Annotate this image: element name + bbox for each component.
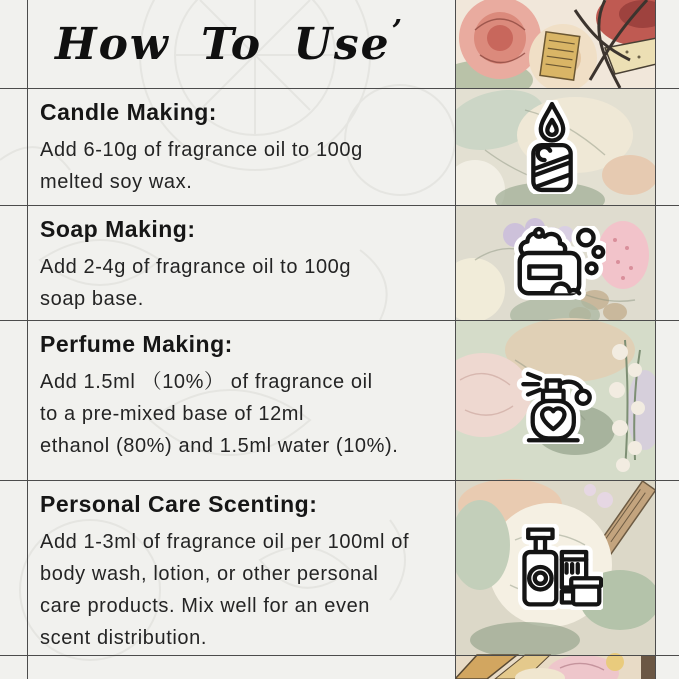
section-body-line: Add 2-4g of fragrance oil to 100g — [40, 256, 352, 278]
section-body-line: Add 6-10g of fragrance oil to 100g — [40, 139, 363, 161]
section-body-line: to a pre-mixed base of 12ml — [40, 403, 305, 425]
left-margin-rule — [27, 0, 28, 679]
section-heading: Soap Making: — [40, 216, 196, 242]
section-candle-making — [40, 88, 445, 198]
section-body-line: ethanol (80%) and 1.5ml water (10%). — [40, 435, 399, 457]
soap-icon — [514, 226, 606, 303]
art-strip-left-rule — [455, 0, 456, 679]
section-body-line: melted soy wax. — [40, 171, 193, 193]
section-personal-care-scenting — [40, 480, 445, 654]
section-divider-5 — [0, 655, 679, 656]
art-strip-right-rule — [655, 0, 656, 679]
section-body-line: Add 1-3ml of fragrance oil per 100ml of — [40, 531, 410, 553]
title-flourish: ’ — [391, 14, 405, 49]
candle-icon — [524, 100, 580, 194]
section-body-line: soap base. — [40, 288, 144, 310]
perfume-atomizer-icon — [514, 358, 600, 444]
section-body-line: scent distribution. — [40, 627, 208, 649]
section-perfume-making — [40, 320, 445, 462]
section-body-line: care products. Mix well for an even — [40, 595, 371, 617]
page-title-text: How To Use — [55, 19, 391, 70]
page-title — [55, 14, 404, 70]
section-body-line: Add 1.5ml （10%） of fragrance oil — [40, 371, 373, 393]
toiletries-set-icon — [517, 524, 603, 610]
section-soap-making — [40, 205, 445, 315]
section-body-line: body wash, lotion, or other personal — [40, 563, 379, 585]
section-heading: Candle Making: — [40, 99, 217, 125]
section-heading: Personal Care Scenting: — [40, 491, 318, 517]
section-heading: Perfume Making: — [40, 331, 233, 357]
